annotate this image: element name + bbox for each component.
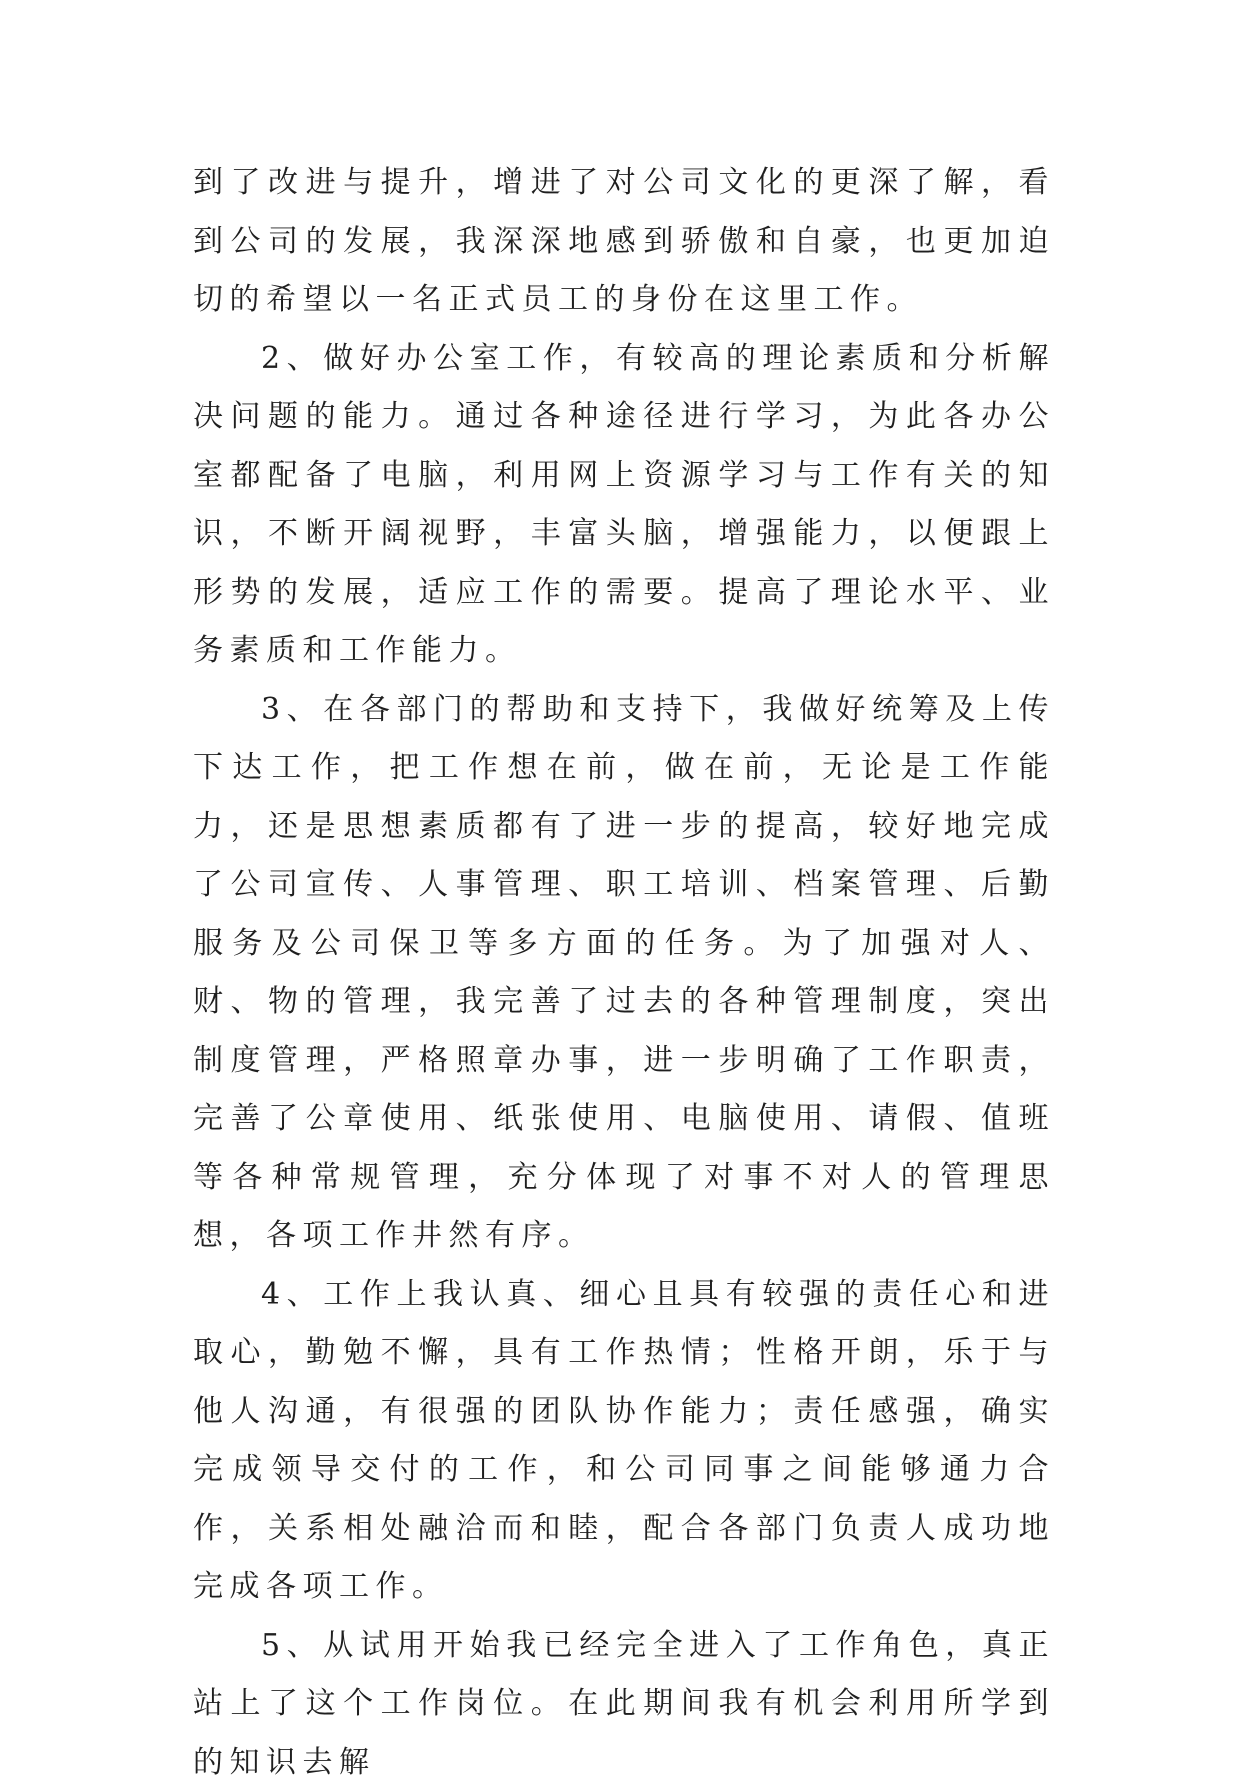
paragraph-item-2: 2、做好办公室工作，有较高的理论素质和分析解决问题的能力。通过各种途径进行学习，为此各办公室都配备了电脑，利用网上资源学习与工作有关的知识，不断开阔视野，丰富头脑，增强能力，以便跟上形势的发展，适应工作的需要。提高了理论水平、业务素质和工作能力。 <box>193 330 1055 681</box>
paragraph-1-continuation: 到了改进与提升，增进了对公司文化的更深了解，看到公司的发展，我深深地感到骄傲和自豪，也更加迫切的希望以一名正式员工的身份在这里工作。 <box>193 154 1055 330</box>
paragraph-item-5: 5、从试用开始我已经完全进入了工作角色，真正站上了这个工作岗位。在此期间我有机会利用所学到的知识去解 <box>193 1617 1055 1792</box>
paragraph-item-4: 4、工作上我认真、细心且具有较强的责任心和进取心，勤勉不懈，具有工作热情；性格开朗，乐于与他人沟通，有很强的团队协作能力；责任感强，确实完成领导交付的工作，和公司同事之间能够通力合作，关系相处融洽而和睦，配合各部门负责人成功地完成各项工作。 <box>193 1266 1055 1617</box>
document-body <box>193 154 1055 1792</box>
paragraph-item-3: 3、在各部门的帮助和支持下，我做好统筹及上传下达工作，把工作想在前，做在前，无论是工作能力，还是思想素质都有了进一步的提高，较好地完成了公司宣传、人事管理、职工培训、档案管理、后勤服务及公司保卫等多方面的任务。为了加强对人、财、物的管理，我完善了过去的各种管理制度，突出制度管理，严格照章办事，进一步明确了工作职责，完善了公章使用、纸张使用、电脑使用、请假、值班等各种常规管理，充分体现了对事不对人的管理思想，各项工作井然有序。 <box>193 681 1055 1266</box>
